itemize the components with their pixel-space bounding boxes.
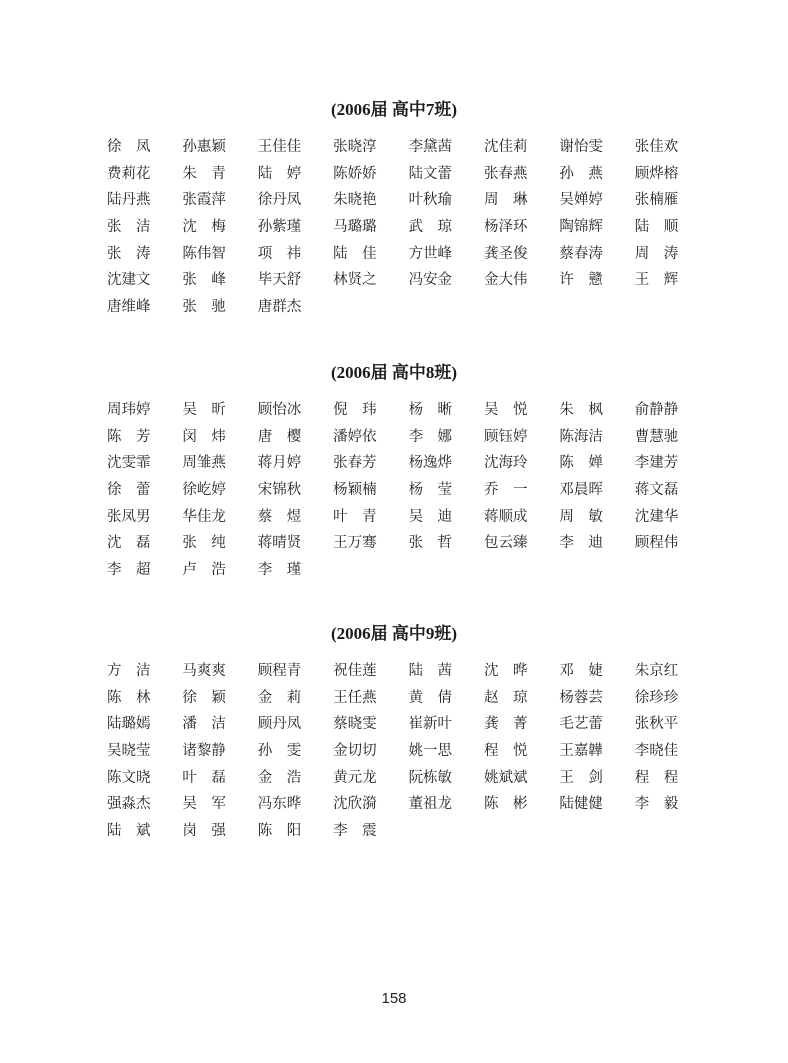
section-title: (2006届 高中9班) (330, 624, 458, 643)
student-name: 王任燕 (333, 689, 377, 706)
student-name: 陈 林 (107, 689, 151, 706)
student-name: 孙 雯 (257, 743, 302, 760)
student-name: 陆健健 (559, 796, 603, 813)
student-name: 叶秋瑜 (408, 192, 453, 209)
student-name: 朱 枫 (559, 402, 603, 418)
student-name: 张佳欢 (634, 139, 679, 155)
student-name: 马爽爽 (182, 663, 226, 679)
name-grid (107, 661, 707, 848)
student-name: 吴婵婷 (559, 192, 603, 209)
student-name: 王 剑 (559, 769, 603, 786)
student-name: 程 悦 (483, 743, 528, 760)
student-name: 李 超 (107, 562, 151, 579)
section-title: (2006届 高中8班) (330, 363, 458, 382)
student-name: 沈建文 (107, 272, 151, 289)
student-name: 张春燕 (483, 165, 528, 182)
student-name: 董祖龙 (408, 796, 453, 813)
student-name: 毕天舒 (257, 272, 302, 289)
student-name: 姚一思 (408, 743, 453, 760)
student-name: 强淼杰 (107, 796, 151, 813)
student-name: 周 琳 (483, 192, 528, 209)
student-name: 曹慧驰 (634, 428, 679, 445)
student-name: 沈雯霏 (107, 455, 151, 472)
student-name: 王佳佳 (257, 139, 302, 155)
student-name: 闵 炜 (182, 428, 226, 445)
student-name: 杨蓉芸 (559, 689, 603, 706)
student-name: 金 浩 (257, 769, 302, 786)
student-name: 周 敏 (559, 508, 603, 525)
student-name: 祝佳莲 (333, 663, 377, 679)
student-name: 黄元龙 (333, 769, 377, 786)
student-name: 沈海玲 (483, 455, 528, 472)
student-name: 徐 凤 (107, 139, 151, 155)
student-name: 程 程 (634, 769, 679, 786)
student-name: 孙 燕 (559, 165, 603, 182)
student-name: 张 纯 (182, 535, 226, 552)
student-name: 叶 青 (333, 508, 377, 525)
student-name: 潘 洁 (182, 716, 226, 733)
student-name: 华佳龙 (182, 508, 226, 525)
student-name: 张秋平 (634, 716, 679, 733)
student-name: 诸黎静 (182, 743, 226, 760)
student-name: 宋锦秋 (257, 482, 302, 499)
student-name: 沈 梅 (182, 219, 226, 236)
student-name: 陆璐嫣 (107, 716, 151, 733)
student-name: 龚圣俊 (483, 245, 528, 262)
student-name: 叶 磊 (182, 769, 226, 786)
student-name: 王嘉韡 (559, 743, 603, 760)
student-name: 唐维峰 (107, 299, 151, 316)
student-name: 唐 樱 (257, 428, 302, 445)
student-name: 沈佳莉 (483, 139, 528, 155)
student-name: 顾程青 (257, 663, 302, 679)
student-name: 沈 晔 (483, 663, 528, 679)
student-name: 冯安金 (408, 272, 453, 289)
student-name: 李 瑾 (257, 562, 302, 579)
student-name: 冯东晔 (257, 796, 302, 813)
student-name: 徐 蕾 (107, 482, 151, 499)
student-name: 吴 迪 (408, 508, 453, 525)
student-name: 倪 玮 (333, 402, 377, 418)
student-name: 阮栋敏 (408, 769, 453, 786)
student-name: 毛艺蕾 (559, 716, 603, 733)
student-name: 张楠雁 (634, 192, 679, 209)
student-name: 徐屹婷 (182, 482, 226, 499)
student-name: 沈 磊 (107, 535, 151, 552)
name-grid (107, 400, 707, 587)
student-name: 蔡春涛 (559, 245, 603, 262)
student-name: 杨 莹 (408, 482, 453, 499)
student-name: 蔡 煜 (257, 508, 302, 525)
student-name: 周玮婷 (107, 402, 151, 418)
student-name: 沈欣漪 (333, 796, 377, 813)
student-name: 陈 婵 (559, 455, 603, 472)
student-name: 卢 浩 (182, 562, 226, 579)
section-title: (2006届 高中7班) (330, 100, 458, 119)
student-name: 李建芳 (634, 455, 679, 472)
student-name: 陆 顺 (634, 219, 679, 236)
student-name: 张霞萍 (182, 192, 226, 209)
student-name: 朱晓艳 (333, 192, 377, 209)
student-name: 陈 阳 (257, 823, 302, 840)
student-name: 乔 一 (483, 482, 528, 499)
student-name: 顾烨榕 (634, 165, 679, 182)
student-name: 李 迪 (559, 535, 603, 552)
student-name: 李 震 (333, 823, 377, 840)
student-name: 俞静静 (634, 402, 679, 418)
student-name: 陆丹燕 (107, 192, 151, 209)
student-name: 姚斌斌 (483, 769, 528, 786)
student-name: 金切切 (333, 743, 377, 760)
student-name: 黄 倩 (408, 689, 453, 706)
student-name: 陈文晓 (107, 769, 151, 786)
student-name: 吴 昕 (182, 402, 226, 418)
student-name: 岗 强 (182, 823, 226, 840)
student-name: 陈伟智 (182, 245, 226, 262)
class-section-7 (0, 98, 788, 324)
student-name: 许 戆 (559, 272, 603, 289)
student-name: 项 祎 (257, 245, 302, 262)
student-name: 张凤男 (107, 508, 151, 525)
student-name: 吴 悦 (483, 402, 528, 418)
student-name: 包云臻 (483, 535, 528, 552)
student-name: 龚 菁 (483, 716, 528, 733)
student-name: 李 毅 (634, 796, 679, 813)
student-name: 孙惠颖 (182, 139, 226, 155)
student-name: 蔡晓雯 (333, 716, 377, 733)
student-name: 蒋月婷 (257, 455, 302, 472)
student-name: 唐群杰 (257, 299, 302, 316)
student-name: 徐 颖 (182, 689, 226, 706)
student-name: 顾丹凤 (257, 716, 302, 733)
student-name: 沈建华 (634, 508, 679, 525)
student-name: 朱京红 (634, 663, 679, 679)
student-name: 杨颖楠 (333, 482, 377, 499)
student-name: 蒋文磊 (634, 482, 679, 499)
student-name: 邓晨晖 (559, 482, 603, 499)
student-name: 潘婷依 (333, 428, 377, 445)
student-name: 蒋顺成 (483, 508, 528, 525)
student-name: 孙紫瑾 (257, 219, 302, 236)
student-name: 张 洁 (107, 219, 151, 236)
student-name: 赵 琼 (483, 689, 528, 706)
student-name: 方世峰 (408, 245, 453, 262)
student-name: 武 琼 (408, 219, 453, 236)
class-section-9 (0, 622, 788, 848)
student-name: 杨 晰 (408, 402, 453, 418)
student-name: 张 涛 (107, 245, 151, 262)
student-name: 张晓淳 (333, 139, 377, 155)
student-name: 李晓佳 (634, 743, 679, 760)
student-name: 张春芳 (333, 455, 377, 472)
student-name: 李黛茜 (408, 139, 453, 155)
student-name: 崔新叶 (408, 716, 453, 733)
student-name: 张 驰 (182, 299, 226, 316)
student-name: 费莉花 (107, 165, 151, 182)
student-name: 李 娜 (408, 428, 453, 445)
student-name: 谢怡雯 (559, 139, 603, 155)
student-name: 陆 婷 (257, 165, 302, 182)
student-name: 顾程伟 (634, 535, 679, 552)
student-name: 徐珍珍 (634, 689, 679, 706)
student-name: 顾钰婷 (483, 428, 528, 445)
student-name: 陆 斌 (107, 823, 151, 840)
student-name: 邓 婕 (559, 663, 603, 679)
student-name: 张 哲 (408, 535, 453, 552)
student-name: 吴晓莹 (107, 743, 151, 760)
student-name: 徐丹凤 (257, 192, 302, 209)
student-name: 蒋晴贤 (257, 535, 302, 552)
student-name: 朱 青 (182, 165, 226, 182)
student-name: 顾怡冰 (257, 402, 302, 418)
class-section-8 (0, 361, 788, 587)
student-name: 马璐璐 (333, 219, 377, 236)
student-name: 金 莉 (257, 689, 302, 706)
student-name: 王万骞 (333, 535, 377, 552)
student-name: 张 峰 (182, 272, 226, 289)
student-name: 林贤之 (333, 272, 377, 289)
student-name: 陈娇娇 (333, 165, 377, 182)
student-name: 陶锦辉 (559, 219, 603, 236)
student-name: 吴 军 (182, 796, 226, 813)
page-number: 158 (381, 990, 407, 1007)
student-name: 周 涛 (634, 245, 679, 262)
student-name: 周雏燕 (182, 455, 226, 472)
student-name: 陆文蕾 (408, 165, 453, 182)
student-name: 金大伟 (483, 272, 528, 289)
student-name: 方 洁 (107, 663, 151, 679)
student-name: 陆 茜 (408, 663, 453, 679)
student-name: 杨泽环 (483, 219, 528, 236)
student-name: 陆 佳 (333, 245, 377, 262)
student-name: 陈 彬 (483, 796, 528, 813)
student-name: 王 辉 (634, 272, 679, 289)
student-name: 陈海洁 (559, 428, 603, 445)
name-grid (107, 137, 707, 324)
student-name: 陈 芳 (107, 428, 151, 445)
student-name: 杨逸烨 (408, 455, 453, 472)
